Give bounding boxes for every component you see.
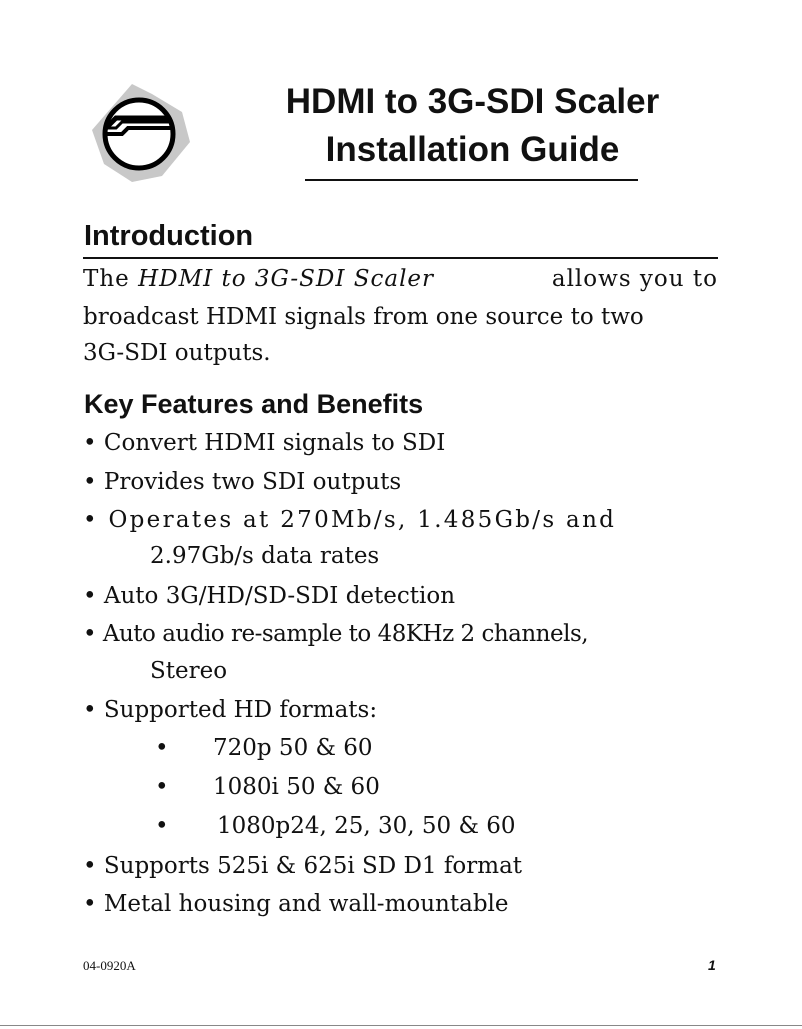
feature-item: • Operates at 270Mb/s, 1.485Gb/s and [83,507,617,533]
feature-item: • Supported HD formats: [83,697,378,723]
feature-item: • Provides two SDI outputs [83,469,402,495]
document-code: 04-0920A [83,958,136,973]
product-name: HDMI to 3G-SDI Scaler [138,266,435,292]
section-rule [83,257,718,259]
intro-line-2: broadcast HDMI signals from one source to two [83,304,644,330]
features-heading: Key Features and Benefits [84,389,424,419]
sub-bullet: • [155,735,169,761]
hd-format: 720p 50 & 60 [213,735,373,761]
intro-line-1 [83,266,718,292]
hd-format: 1080i 50 & 60 [213,774,380,800]
intro-text: allows you to [551,266,718,292]
intro-text: The [83,266,139,292]
hd-format: 1080p24, 25, 30, 50 & 60 [217,813,516,839]
sub-bullet: • [155,813,169,839]
feature-item-cont: 2.97Gb/s data rates [150,543,380,569]
company-logo [82,72,198,188]
feature-item: • Auto audio re-sample to 48KHz 2 channels, [83,621,589,647]
feature-item-cont: Stereo [150,658,228,684]
feature-item: • Supports 525i & 625i SD D1 format [83,853,523,879]
introduction-heading: Introduction [84,220,254,252]
feature-item: • Metal housing and wall-mountable [83,891,509,917]
feature-item: • Convert HDMI signals to SDI [83,430,446,456]
title-underline [305,179,638,181]
page-edge [0,1025,802,1026]
feature-item: • Auto 3G/HD/SD-SDI detection [83,583,456,609]
title-line-1: HDMI to 3G-SDI Scaler [285,82,660,121]
intro-line-3: 3G-SDI outputs. [83,340,271,366]
sub-bullet: • [155,774,169,800]
title-line-2: Installation Guide [325,130,620,169]
page-number: 1 [708,957,716,973]
